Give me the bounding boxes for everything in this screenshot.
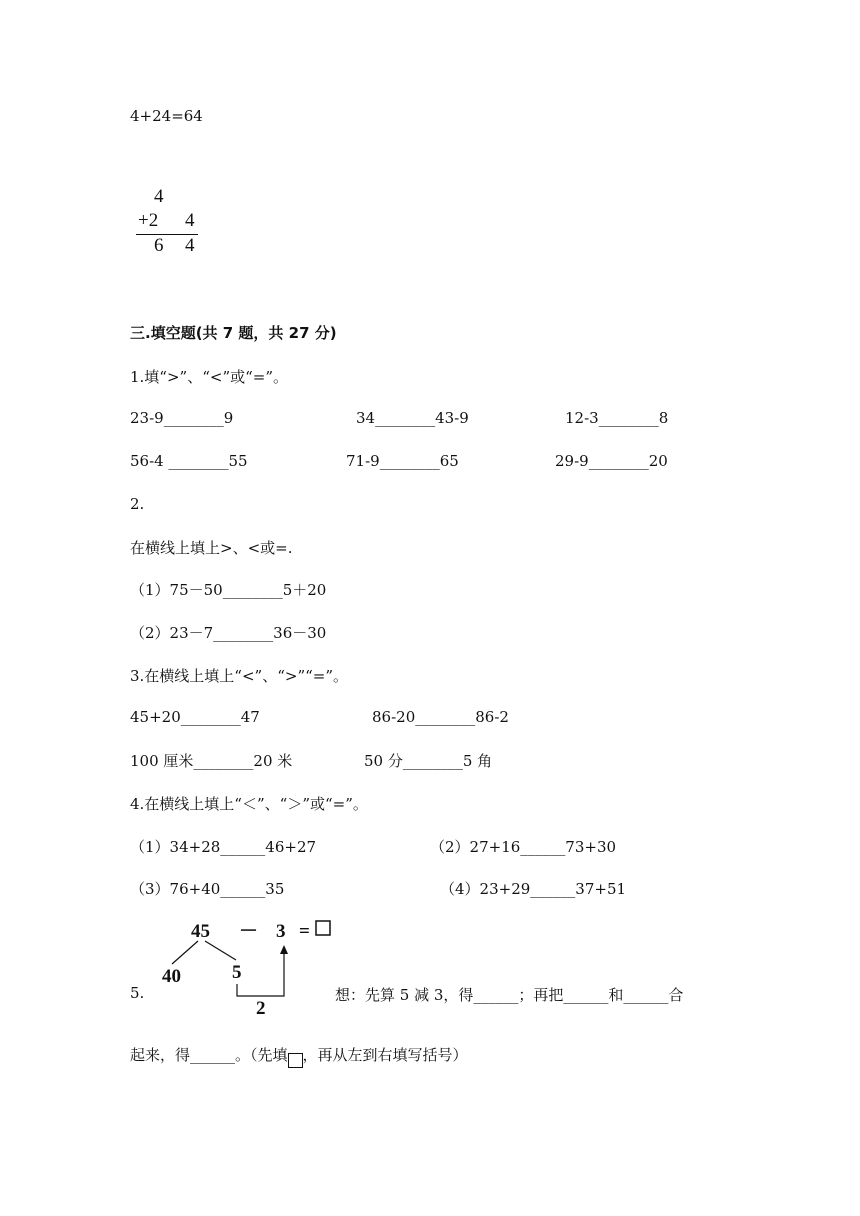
q1-item: 29-9________20	[555, 452, 668, 470]
q5-number-40: 40	[162, 966, 181, 987]
q4-item: （4）23+29______37+51	[440, 880, 627, 898]
q4-item: （1）34+28______46+27	[130, 838, 317, 856]
q1-item: 34________43-9	[356, 409, 469, 427]
q2-item: （2）23－7________36－30	[130, 624, 327, 642]
q1-prompt: 1.填“>”、“<”或“=”。	[130, 368, 289, 386]
q5-arrow-head	[280, 945, 288, 954]
vertical-row3-first-digit: 6	[154, 235, 164, 256]
q4-item: （2）27+16______73+30	[430, 838, 617, 856]
q5-minus-sign: －	[239, 921, 259, 942]
top-equation: 4+24=64	[130, 107, 203, 125]
q5-number-5: 5	[232, 962, 242, 983]
q1-item: 56-4 ________55	[130, 452, 248, 470]
q1-item: 12-3________8	[565, 409, 669, 427]
q4-prompt: 4.在横线上填上“＜”、“＞”或“=”。	[130, 795, 368, 813]
q3-item: 86-20________86-2	[372, 708, 509, 726]
q5-bracket-line	[237, 950, 284, 996]
vertical-row2-last-digit: 4	[185, 210, 195, 231]
q5-answer-box	[316, 921, 330, 935]
q5-decomposition-diagram	[150, 912, 350, 1022]
q3-prompt: 3.在横线上填上“<”、“>”“=”。	[130, 667, 349, 685]
q5-number-2: 2	[256, 998, 266, 1019]
vertical-row3-last-digit: 4	[185, 235, 195, 256]
q5-inline-box-icon	[288, 1053, 303, 1068]
q3-item: 100 厘米________20 米	[130, 752, 293, 770]
q5-branch-right	[205, 941, 236, 960]
q5-line2-pre: 起来，得______。（先填	[130, 1046, 288, 1064]
q4-item: （3）76+40______35	[130, 880, 285, 898]
q5-branch-left	[172, 941, 198, 964]
vertical-row2-operand: +2	[138, 210, 159, 231]
q3-item: 50 分________5 角	[364, 752, 493, 770]
q5-number-45: 45	[191, 921, 210, 942]
q2-number: 2.	[130, 495, 145, 513]
q2-prompt: 在横线上填上>、<或=.	[130, 539, 293, 557]
q5-equals-sign: =	[299, 921, 310, 942]
q5-number-3: 3	[276, 921, 286, 942]
q1-item: 71-9________65	[346, 452, 459, 470]
q5-number: 5.	[130, 984, 145, 1002]
q5-line2-post: ，再从左到右填写括号）	[302, 1046, 468, 1064]
vertical-row1-digit: 4	[154, 186, 164, 207]
section-title: 三.填空题(共 7 题，共 27 分)	[130, 324, 337, 342]
q5-line2	[130, 1044, 468, 1068]
q5-line1: 想：先算 5 减 3，得______；再把______和______合	[335, 986, 684, 1004]
q3-item: 45+20________47	[130, 708, 260, 726]
q2-item: （1）75－50________5＋20	[130, 581, 327, 599]
q1-item: 23-9________9	[130, 409, 234, 427]
